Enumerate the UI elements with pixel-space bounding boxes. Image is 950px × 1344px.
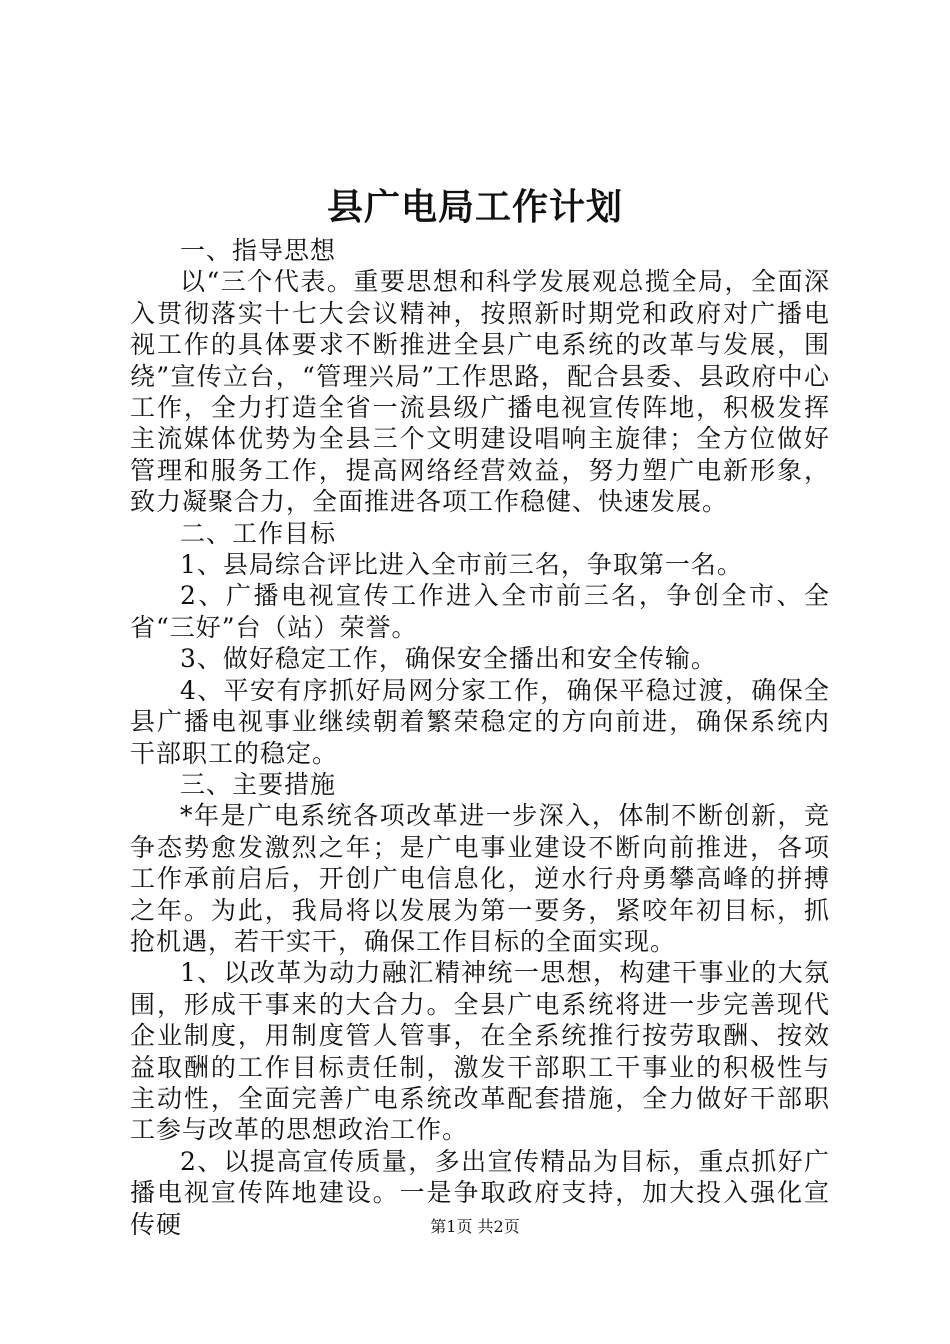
paragraph: 1、以改革为动力融汇精神统一思想，构建干事业的大氛围，形成干事来的大合力。全县广电系统将进一步完善现代企业制度，用制度管人管事，在全系统推行按劳取酬、按效益取酬的工作目标责任制，激发干部职工干事业的积极性与主动性，全面完善广电系统改革配套措施，全力做好干部职工参与改革的思想政治工作。	[130, 958, 830, 1145]
paragraph: 4、平安有序抓好局网分家工作，确保平稳过渡，确保全县广播电视事业继续朝着繁荣稳定的方向前进，确保系统内干部职工的稳定。	[130, 675, 830, 768]
paragraph: 2、以提高宣传质量，多出宣传精品为目标，重点抓好广播电视宣传阵地建设。一是争取政府支持，加大投入强化宣传硬	[130, 1146, 830, 1239]
page-number-footer: 第1页 共2页	[430, 1217, 520, 1236]
paragraph: 3、做好稳定工作，确保安全播出和安全传输。	[180, 644, 717, 674]
section-heading: 三、主要措施	[180, 769, 337, 799]
paragraph: 2、广播电视宣传工作进入全市前三名，争创全市、全省“三好”台（站）荣誉。	[130, 581, 830, 642]
section-heading: 二、工作目标	[180, 518, 337, 548]
paragraph: 以“三个代表。重要思想和科学发展观总揽全局，全面深入贯彻落实十七大会议精神，按照新时期党和政府对广播电视工作的具体要求不断推进全县广电系统的改革与发展，围绕”宣传立台，“管理兴局”工作思路，配合县委、县政府中心工作，全力打造全省一流县级广播电视宣传阵地，积极发挥主流媒体优势为全县三个文明建设唱响主旋律；全方位做好管理和服务工作，提高网络经营效益，努力塑广电新形象，致力凝聚合力，全面推进各项工作稳健、快速发展。	[130, 267, 830, 517]
document-body	[130, 235, 830, 1240]
document-title: 县广电局工作计划	[326, 186, 623, 228]
section-heading: 一、指导思想	[180, 236, 337, 265]
paragraph: *年是广电系统各项改革进一步深入，体制不断创新，竞争态势愈发激烈之年；是广电事业建设不断向前推进，各项工作承前启后，开创广电信息化，逆水行舟勇攀高峰的拼搏之年。为此，我局将以发展为第一要务，紧咬年初目标，抓抢机遇，若干实干，确保工作目标的全面实现。	[130, 801, 830, 956]
paragraph: 1、县局综合评比进入全市前三名，争取第一名。	[180, 550, 743, 580]
